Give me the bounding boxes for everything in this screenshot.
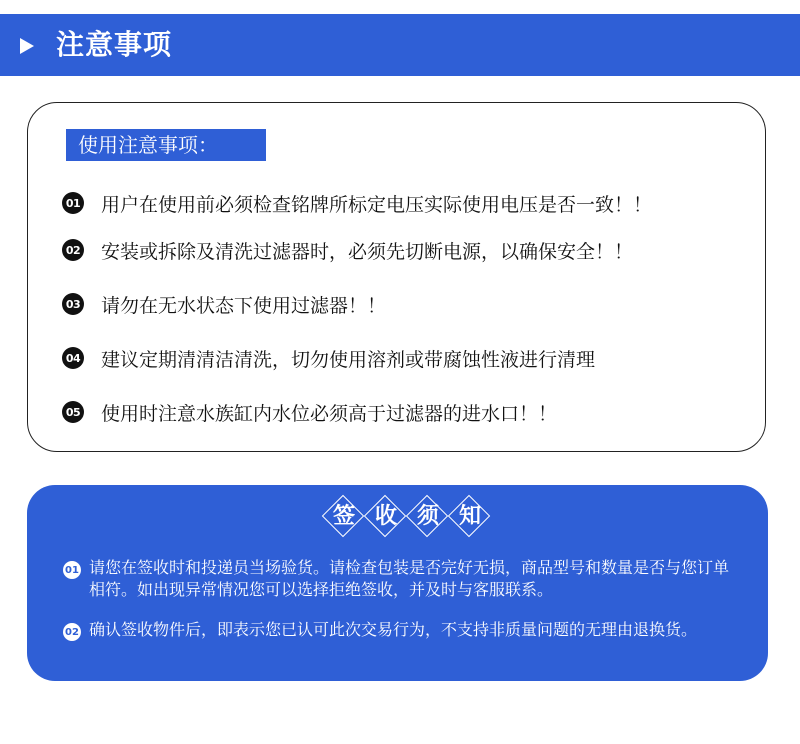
title-char: 签 xyxy=(332,504,355,529)
list-item xyxy=(62,331,652,385)
notice-panel xyxy=(27,102,766,452)
number-badge: 01 xyxy=(63,561,81,579)
page-title: 注意事项 xyxy=(56,28,173,61)
notice-text: 请勿在无水状态下使用过滤器！！ xyxy=(101,294,387,317)
notice-text: 用户在使用前必须检查铭牌所标定电压实际使用电压是否一致！！ xyxy=(101,193,653,216)
receipt-text: 确认签收物件后，即表示您已认可此次交易行为，不支持非质量问题的无理由退换货。 xyxy=(89,620,698,639)
number-badge: 05 xyxy=(62,401,84,423)
list-item xyxy=(62,223,652,277)
notice-text: 建议定期清清洁清洗，切勿使用溶剂或带腐蚀性液进行清理 xyxy=(101,348,596,371)
title-char: 收 xyxy=(374,504,397,529)
list-item xyxy=(62,277,652,331)
number-badge: 03 xyxy=(62,293,84,315)
number-badge: 02 xyxy=(62,239,84,261)
number-badge: 04 xyxy=(62,347,84,369)
receipt-list xyxy=(63,557,729,659)
notice-list xyxy=(62,183,652,439)
title-diamond xyxy=(405,495,451,539)
title-diamond xyxy=(321,495,367,539)
notice-text: 安装或拆除及清洗过滤器时，必须先切断电源，以确保安全！！ xyxy=(101,240,634,263)
title-diamond xyxy=(363,495,409,539)
number-badge: 02 xyxy=(63,623,81,641)
receipt-text: 请您在签收时和投递员当场验货。请检查包装是否完好无损，商品型号和数量是否与您订单相符。如出现异常情况您可以选择拒绝签收，并及时与客服联系。 xyxy=(89,558,730,599)
title-char: 知 xyxy=(458,504,481,529)
list-item xyxy=(63,557,729,601)
receipt-title xyxy=(321,495,489,539)
list-item xyxy=(62,183,652,223)
notice-text: 使用时注意水族缸内水位必须高于过滤器的进水口！！ xyxy=(101,402,558,425)
title-char: 须 xyxy=(416,504,439,529)
header-bar xyxy=(0,14,800,76)
notice-heading: 使用注意事项： xyxy=(66,129,266,161)
number-badge: 01 xyxy=(62,192,84,214)
title-diamond xyxy=(447,495,493,539)
play-arrow-icon xyxy=(20,38,34,54)
list-item xyxy=(63,619,729,641)
list-item xyxy=(62,385,652,439)
receipt-panel xyxy=(27,485,768,681)
